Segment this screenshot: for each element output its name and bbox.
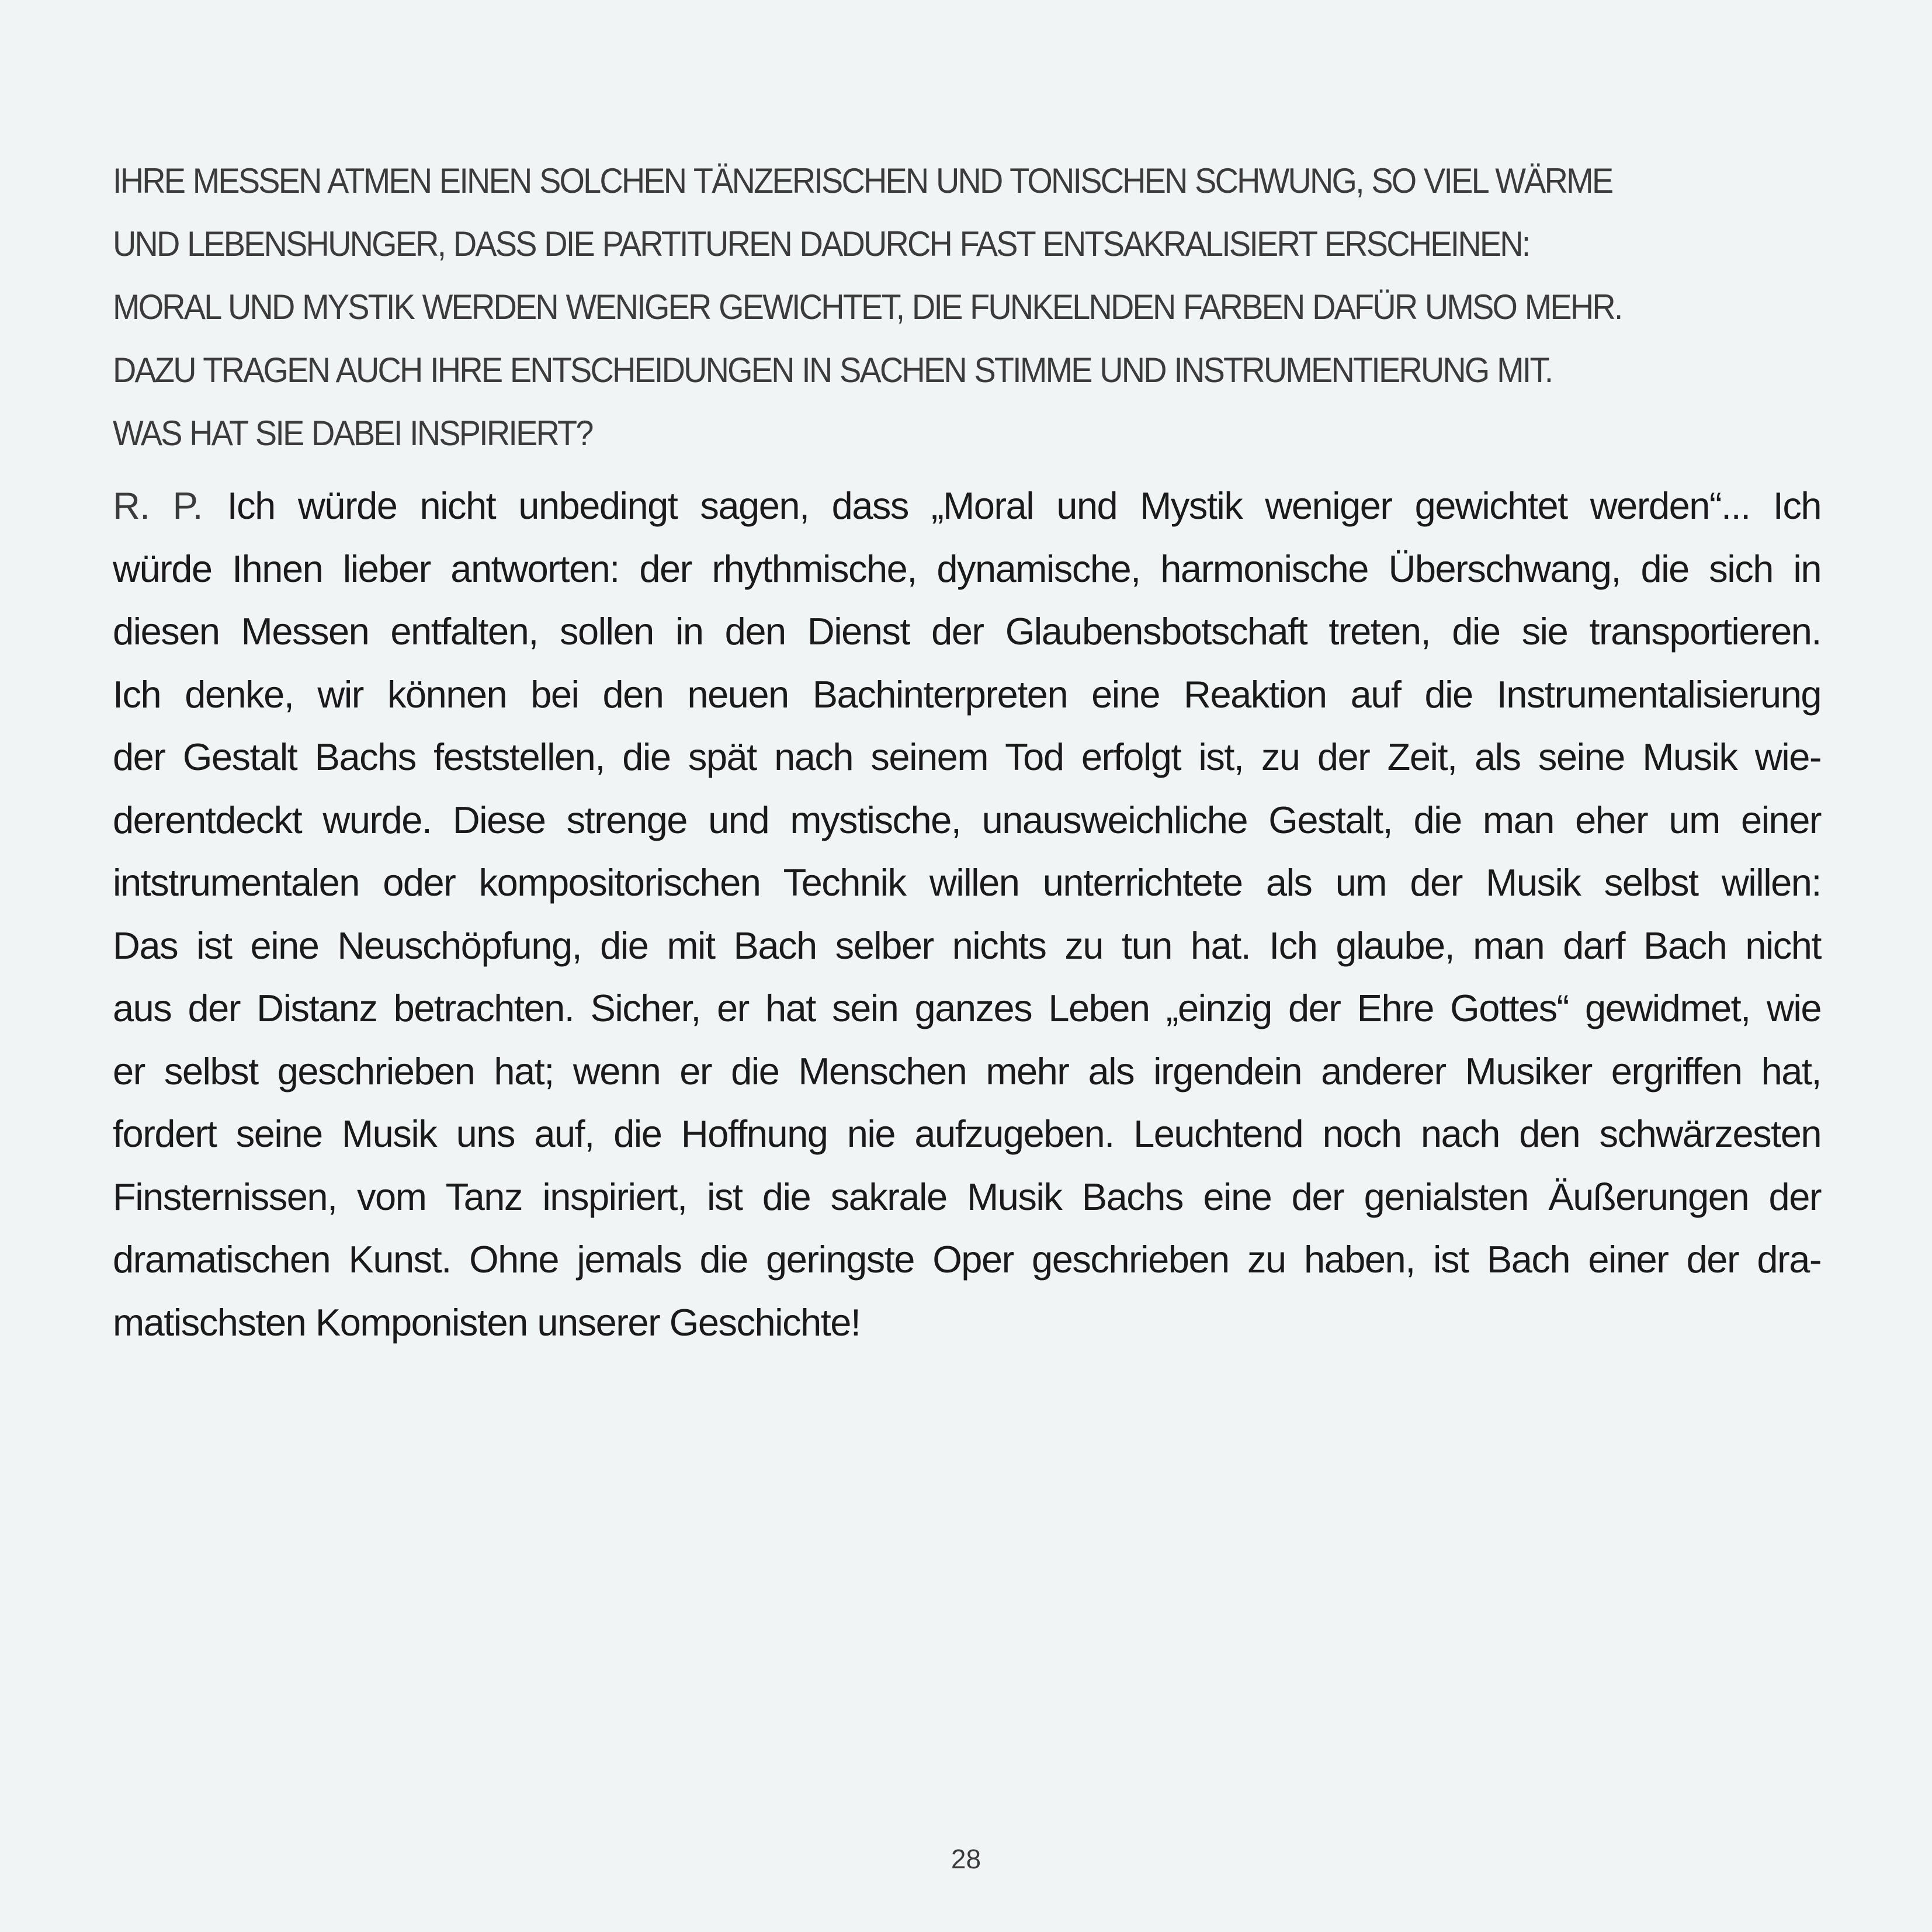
answer-line: er selbst geschrieben hat; wenn er die Menschen mehr als irgendein anderer Musiker ergriffen hat, [113,1049,1821,1092]
question-line: DAZU TRAGEN AUCH IHRE ENTSCHEIDUNGEN IN SACHEN STIMME UND INSTRUMENTIERUNG MIT. [113,351,1552,390]
answer-line: der Gestalt Bachs feststellen, die spät nach seinem Tod erfolgt ist, zu der Zeit, als seine Musik wie- [113,736,1821,778]
answer-line: derentdeckt wurde. Diese strenge und mystische, unausweichliche Gestalt, die man eher um einer [113,798,1821,841]
page-number: 28 [951,1844,981,1874]
question-line: UND LEBENSHUNGER, DASS DIE PARTITUREN DADURCH FAST ENTSAKRALISIERT ERSCHEINEN: [113,224,1529,263]
answer-line: diesen Messen entfalten, sollen in den Dienst der Glaubensbotschaft treten, die sie transportieren. [113,610,1821,653]
answer-line: dramatischen Kunst. Ohne jemals die geringste Oper geschrieben zu haben, ist Bach einer der dra- [113,1238,1821,1281]
question-line: IHRE MESSEN ATMEN EINEN SOLCHEN TÄNZERISCHEN UND TONISCHEN SCHWUNG, SO VIEL WÄRME [113,161,1612,200]
answer-line: intstrumentalen oder kompositorischen Technik willen unterrichtete als um der Musik selbst willen: [113,861,1821,904]
answer-line [113,474,1821,537]
answer-line: Ich denke, wir können bei den neuen Bachinterpreten eine Reaktion auf die Instrumentalisierung [113,672,1821,716]
answer-line: Finsternissen, vom Tanz inspiriert, ist die sakrale Musik Bachs eine der genialsten Äußerungen der [113,1175,1821,1218]
answer-line: matischsten Komponisten unserer Geschichte! [113,1300,861,1344]
interview-answer [113,474,1821,1354]
interview-question [113,150,1716,465]
question-line: WAS HAT SIE DABEI INSPIRIERT? [113,414,592,453]
speaker-initials: R. P. [113,484,203,527]
question-line: MORAL UND MYSTIK WERDEN WENIGER GEWICHTET, DIE FUNKELNDEN FARBEN DAFÜR UMSO MEHR. [113,287,1622,327]
answer-line: aus der Distanz betrachten. Sicher, er hat sein ganzes Leben „einzig der Ehre Gottes“ gewidmet, wie [113,987,1821,1029]
answer-line: würde Ihnen lieber antworten: der rhythmische, dynamische, harmonische Überschwang, die sich in [113,547,1821,590]
answer-line: Das ist eine Neuschöpfung, die mit Bach selber nichts zu tun hat. Ich glaube, man darf Bach nicht [113,924,1821,967]
answer-line-text: Ich würde nicht unbedingt sagen, dass „Moral und Mystik weniger gewichtet werden“... Ich [227,484,1822,527]
answer-line: fordert seine Musik uns auf, die Hoffnung nie aufzugeben. Leuchtend noch nach den schwärzesten [113,1112,1821,1155]
